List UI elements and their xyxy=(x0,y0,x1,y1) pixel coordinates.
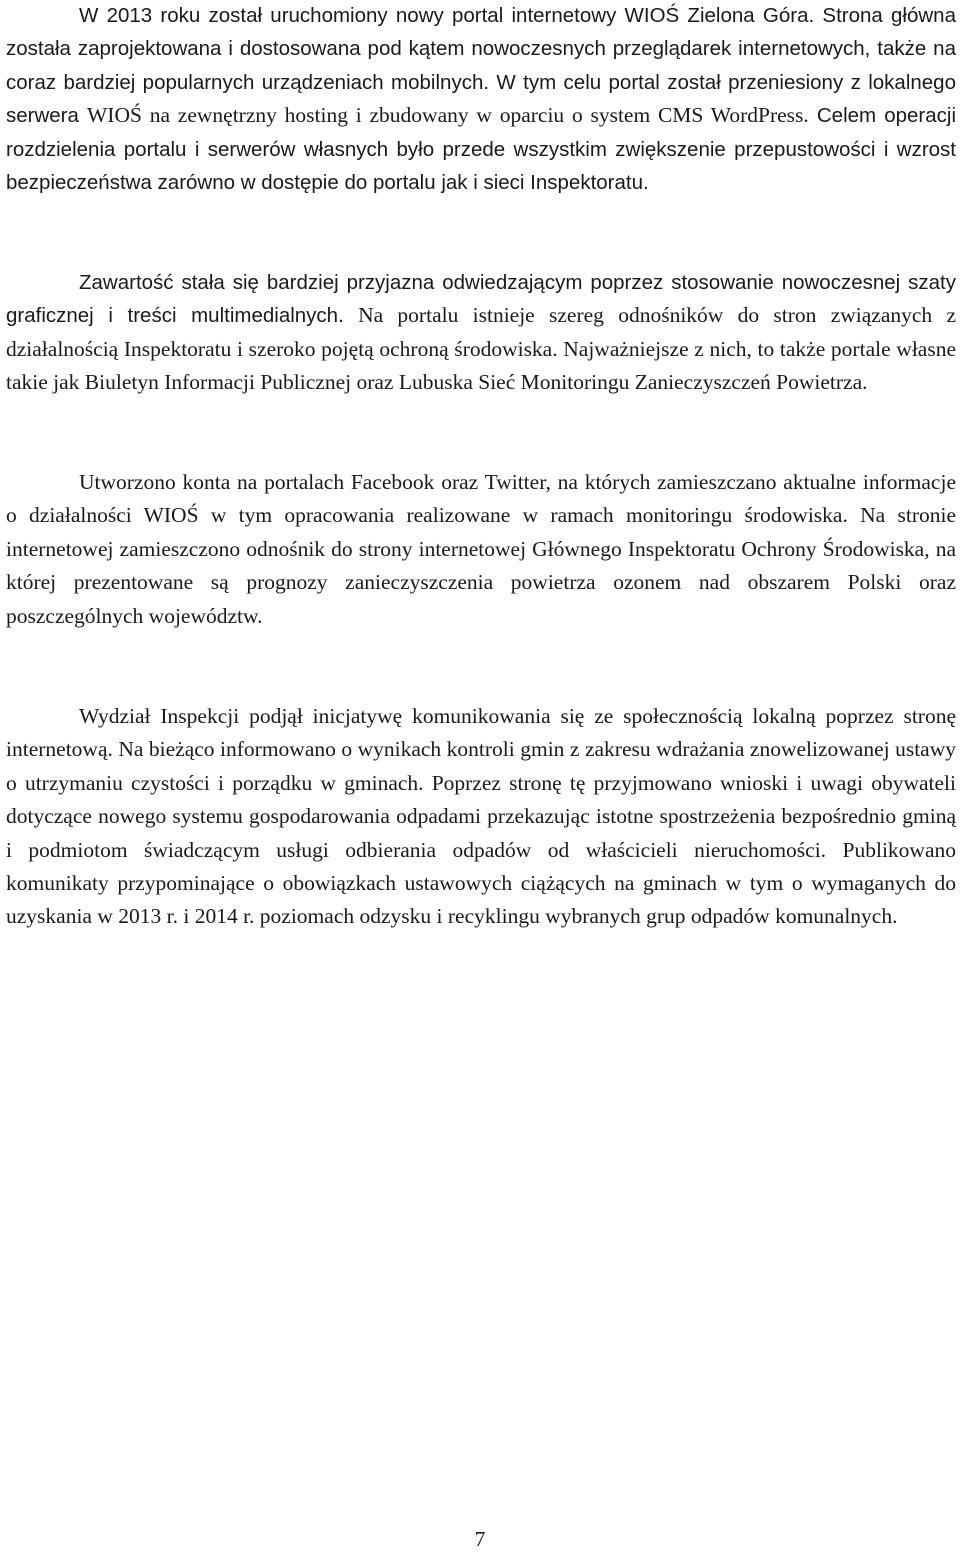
paragraph-text: Zawartość stała się bardziej przyjazna odwiedzającym poprzez stosowanie nowoczesnej szaty graficznej i treści multimedialnych. xyxy=(6,271,956,328)
paragraph-portal-content xyxy=(6,266,956,400)
paragraph-text: W 2013 roku został uruchomiony nowy portal internetowy WIOŚ Zielona Góra. Strona główna została zaprojektowana i dostosowana pod kątem nowoczesnych przeglądarek internetowych, także na coraz bardziej popularnych urządzeniach mobilnych. W tym celu portal został przeniesiony z lokalnego serwera xyxy=(6,4,956,128)
paragraph-text: Celem operacji rozdzielenia portalu i serwerów własnych było przede wszystkim zwiększenie przepustowości i wzrost bezpieczeństwa zarówno w dostępie do portalu jak i sieci Inspektoratu. xyxy=(6,104,957,195)
paragraph-portal-launch xyxy=(6,0,956,199)
paragraph-text: Wydział Inspekcji podjął inicjatywę komunikowania się ze społecznością lokalną poprzez stronę internetową. Na bieżąco informowano o wynikach kontroli gmin z zakresu wdrażania znowelizowanej ustawy o utrzymaniu czystości i porządku w gminach. Poprzez stronę tę przyjmowano wnioski i uwagi obywateli dotyczące nowego systemu gospodarowania odpadami przekazując istotne spostrzeżenia bezpośrednio gminą i podmiotom świadczącym usługi odbierania odpadów od właścicieli nieruchomości. Publikowano komunikaty przypominające o obowiązkach ustawowych ciążących na gminach w tym o wymaganych do uzyskania w 2013 r. i 2014 r. poziomach odzysku i recyklingu wybranych grup odpadów komunalnych. xyxy=(6,704,956,929)
paragraph-text: Na portalu istnieje szereg odnośników do stron związanych z działalnością Inspektoratu i szeroko pojętą ochroną środowiska. Najważniejsze z nich, to także portale własne takie jak Biuletyn Informacji Publicznej oraz Lubuska Sieć Monitoringu Zanieczyszczeń Powietrza. xyxy=(6,303,956,395)
paragraph-text: WIOŚ na zewnętrzny hosting i zbudowany w oparciu o system CMS WordPress. xyxy=(87,103,809,128)
paragraph-social-media xyxy=(6,466,956,633)
paragraph-text: Utworzono konta na portalach Facebook oraz Twitter, na których zamieszczano aktualne informacje o działalności WIOŚ w tym opracowania realizowane w ramach monitoringu środowiska. Na stronie internetowej zamieszczono odnośnik do strony internetowej Głównego Inspektoratu Ochrony Środowiska, na której prezentowane są prognozy zanieczyszczenia powietrza ozonem nad obszarem Polski oraz poszczególnych województw. xyxy=(6,470,956,628)
page-number: 7 xyxy=(474,1527,486,1551)
paragraph-inspection-communication xyxy=(6,700,956,934)
